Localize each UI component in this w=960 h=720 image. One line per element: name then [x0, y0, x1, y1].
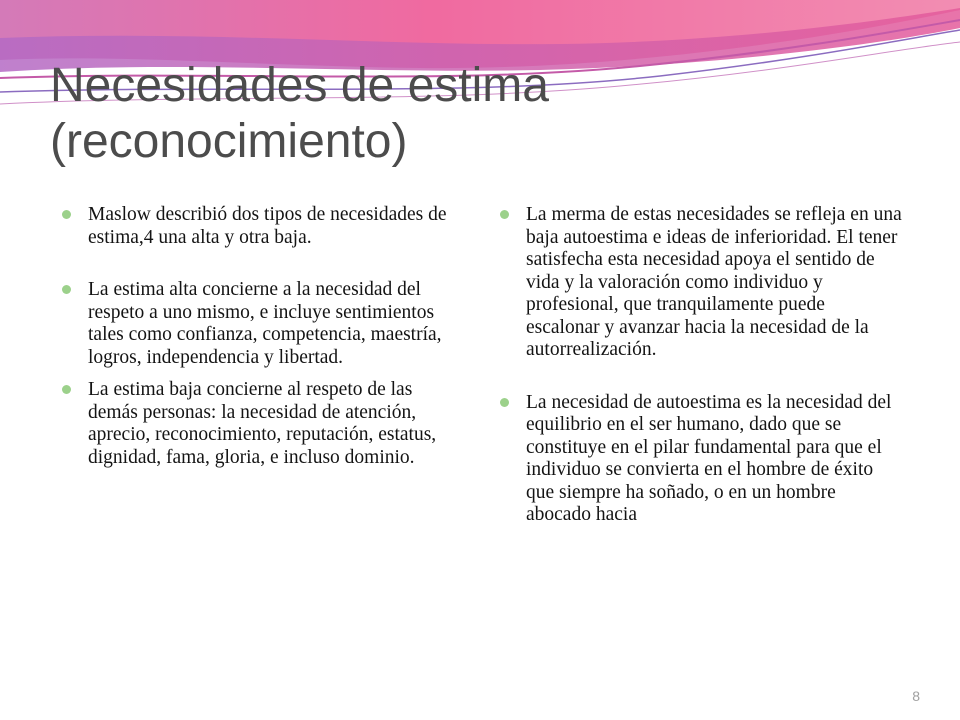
page-number: 8	[912, 688, 920, 704]
list-item	[500, 392, 902, 527]
bullet-dot-icon	[500, 398, 509, 407]
bullet-dot-icon	[500, 210, 509, 219]
bullet-dot-icon	[62, 210, 71, 219]
bullet-dot-icon	[62, 385, 71, 394]
bullet-dot-icon	[62, 285, 71, 294]
left-bullet-list	[62, 204, 464, 469]
bullet-text: La estima alta concierne a la necesidad del respeto a uno mismo, e incluye sentimientos tales como confianza, competencia, maestría, logros, independencia y libertad.	[88, 279, 442, 368]
bullet-text: La estima baja concierne al respeto de las demás personas: la necesidad de atención, aprecio, reconocimiento, reputación, estatus, dignidad, fama, gloria, e incluso dominio.	[88, 379, 437, 468]
title-line-2: (reconocimiento)	[50, 115, 408, 168]
bullet-text: La merma de estas necesidades se refleja en una baja autoestima e ideas de inferioridad. El tener satisfecha esta necesidad apoya el sentido de vida y la valoración como individuo y profesional, que tranquilamente puede escalonar y avanzar hacia la necesidad de la autorrealización.	[526, 204, 902, 360]
list-item	[62, 204, 464, 249]
slide-title	[50, 58, 910, 170]
bullet-text: Maslow describió dos tipos de necesidades de estima,4 una alta y otra baja.	[88, 204, 447, 248]
list-item	[500, 204, 902, 362]
list-item	[62, 379, 464, 469]
title-line-1: Necesidades de estima	[50, 59, 549, 112]
list-item	[62, 279, 464, 369]
right-bullet-list	[500, 204, 902, 527]
bullet-text: La necesidad de autoestima es la necesidad del equilibrio en el ser humano, dado que se constituye en el pilar fundamental para que el individuo se convierta en el hombre de éxito que siempre ha soñado, o en un hombre abocado hacia	[526, 391, 892, 525]
